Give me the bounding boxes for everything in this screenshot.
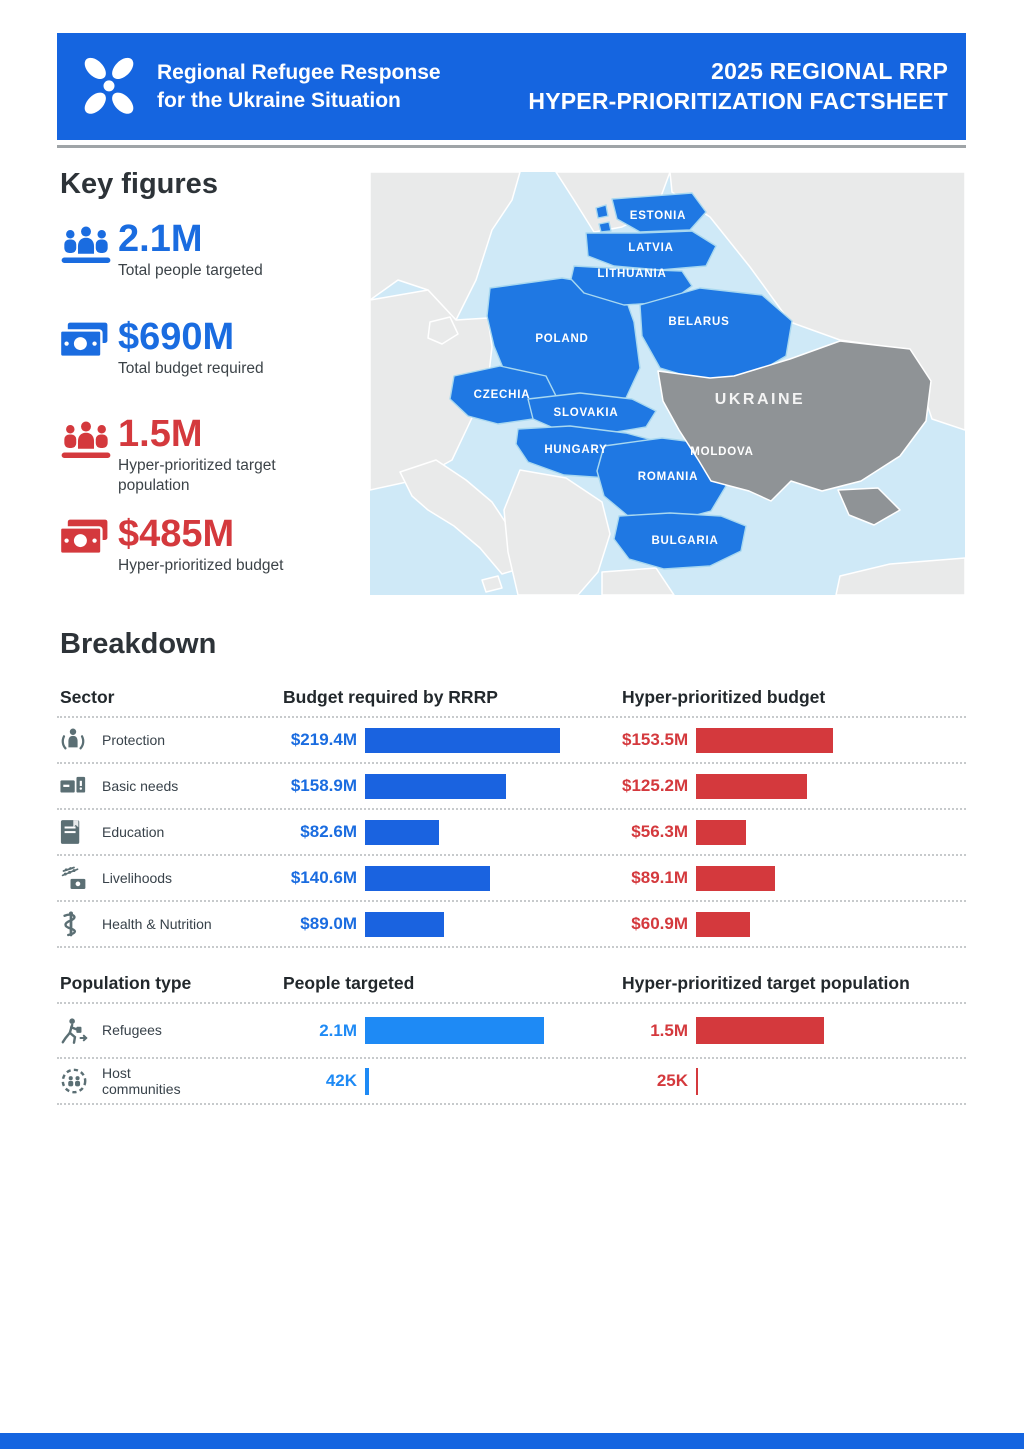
budget-bar [365,820,439,845]
people-group-icon [60,220,118,269]
table-row-refugees [57,1004,966,1059]
key-figure-value: $690M [118,316,235,358]
hyper-budget-bar [696,866,775,891]
key-figure-value: $485M [118,513,235,555]
header-bar [57,33,966,140]
country-label-slovakia: SLOVAKIA [553,407,619,419]
hyper-target-bar [696,1068,698,1095]
banknotes-icon [60,515,118,560]
population-label: Host communities [102,1064,181,1097]
key-figure-text [118,220,263,281]
col-header-people-targeted: People targeted [283,973,415,993]
col-header-hyper-budget: Hyper-prioritized budget [622,687,826,707]
livelihoods-icon [60,865,90,891]
col-header-sector: Sector [60,687,115,707]
sector-table [57,672,966,948]
people-group-icon [60,415,118,464]
budget-bar [365,866,490,891]
hyper-budget-value: $60.9M [631,914,688,933]
hyper-target-value: 1.5M [650,1020,688,1040]
key-figures-title: Key figures [60,168,218,200]
factsheet-title [528,57,948,117]
hyper-budget-value: $89.1M [631,868,688,887]
hyper-budget-bar [696,774,807,799]
key-figure-label: Hyper-prioritized target population [118,457,276,495]
budget-value: $219.4M [290,730,357,749]
key-figure-text [118,415,303,496]
col-header-hyper-target-population: Hyper-prioritized target population [622,973,910,993]
population-table-header [57,958,966,1004]
key-figure-label: Total budget required [118,360,264,377]
table-row-livelihoods [57,856,966,902]
country-label-moldova: MOLDOVA [690,446,754,458]
org-name-line2: for the Ukraine Situation [157,88,401,112]
table-row-host-communities [57,1059,966,1105]
sector-label: Basic needs [102,777,179,794]
population-table [57,958,966,1105]
protection-icon [60,726,90,754]
key-figure-people-targeted [60,220,360,281]
hyper-target-bar [696,1017,824,1044]
country-shape-estonia-island2 [599,222,611,232]
host-communities-icon [60,1067,90,1095]
health-nutrition-icon [60,910,90,938]
country-label-hungary: HUNGARY [544,444,608,456]
key-figure-hyper-budget [60,515,360,576]
basic-needs-icon [60,774,90,798]
refugee-icon [60,1016,90,1046]
org-name [157,59,441,114]
country-label-bulgaria: BULGARIA [651,535,719,547]
col-header-budget-required: Budget required by RRRP [283,687,498,707]
people-targeted-value: 2.1M [319,1020,357,1040]
budget-value: $158.9M [290,776,357,795]
factsheet-title-line2: HYPER-PRIORITIZATION FACTSHEET [528,87,948,114]
key-figure-label: Hyper-prioritized budget [118,557,284,574]
sector-label: Livelihoods [102,869,173,886]
key-figure-value: 1.5M [118,413,203,455]
hyper-budget-value: $56.3M [631,822,688,841]
country-shape-estonia-island [596,205,608,218]
people-targeted-bar [365,1017,544,1044]
hyper-target-value: 25K [656,1071,688,1090]
col-header-population-type: Population type [60,973,192,993]
sector-label: Protection [102,731,166,748]
budget-value: $89.0M [300,914,357,933]
table-row-education [57,810,966,856]
sector-label: Health & Nutrition [102,915,212,932]
header-divider [57,145,966,148]
country-label-latvia: LATVIA [628,242,674,254]
table-row-health-nutrition [57,902,966,948]
hyper-budget-bar [696,820,746,845]
region-map [370,172,965,595]
table-row-protection [57,718,966,764]
key-figure-budget-required [60,318,360,379]
country-label-estonia: ESTONIA [629,210,687,222]
education-icon [60,818,90,846]
key-figure-hyper-population [60,415,360,496]
sector-label: Education [102,823,165,840]
key-figure-text [118,318,264,379]
country-label-romania: ROMANIA [637,471,699,483]
budget-value: $140.6M [290,868,357,887]
budget-value: $82.6M [300,822,357,841]
hyper-budget-value: $153.5M [622,730,689,749]
budget-bar [365,912,444,937]
people-targeted-bar [365,1068,369,1095]
hyper-budget-value: $125.2M [622,776,689,795]
country-label-ukraine: UKRAINE [714,391,806,408]
people-targeted-value: 42K [325,1071,357,1090]
budget-bar [365,774,506,799]
key-figure-text [118,515,283,576]
population-label: Refugees [102,1022,162,1039]
hyper-budget-bar [696,912,750,937]
country-label-lithuania: LITHUANIA [597,268,667,280]
hyper-budget-bar [696,728,833,753]
rrp-logo-icon [77,52,141,121]
country-label-belarus: BELARUS [668,316,730,328]
footer-bar [0,1433,1024,1449]
key-figure-label: Total people targeted [118,262,263,279]
org-name-line1: Regional Refugee Response [157,61,441,85]
breakdown-title: Breakdown [60,628,217,660]
budget-bar [365,728,560,753]
banknotes-icon [60,318,118,363]
country-label-poland: POLAND [535,333,589,345]
sector-table-header [57,672,966,718]
table-row-basic-needs [57,764,966,810]
country-label-czechia: CZECHIA [473,389,531,401]
key-figure-value: 2.1M [118,218,203,260]
factsheet-title-line1: 2025 REGIONAL RRP [711,57,948,84]
